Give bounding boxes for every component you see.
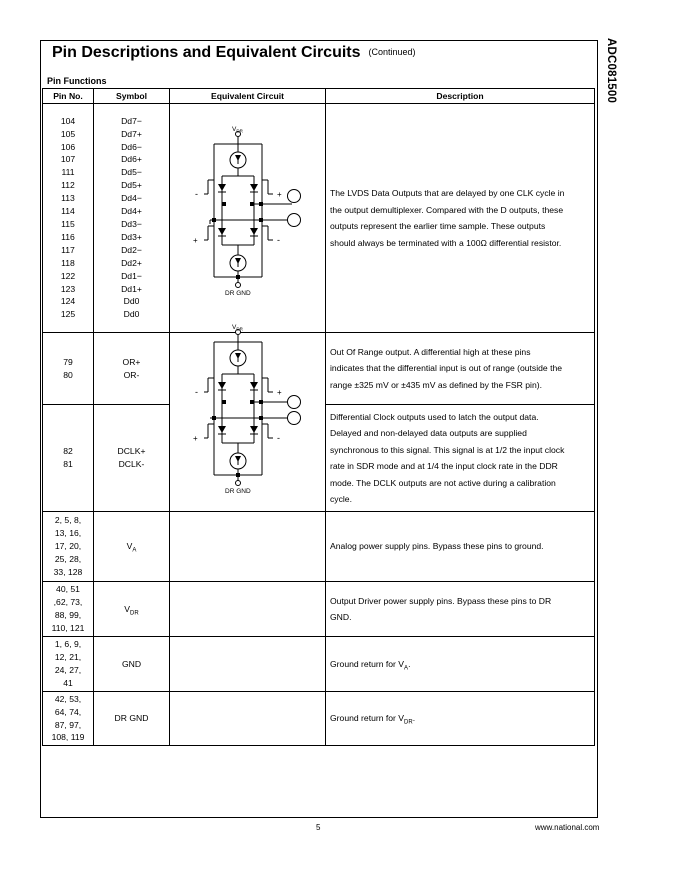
desc-lvds — [326, 104, 595, 333]
line-item: 25, 28, — [54, 553, 82, 564]
svg-text:DR GND: DR GND — [225, 488, 251, 495]
line-item: Dd4− — [121, 193, 142, 204]
svg-text:-: - — [195, 387, 198, 397]
or-dclk-output-circuit — [185, 318, 310, 498]
symbols-dclk — [94, 405, 170, 512]
line-item: 118 — [61, 257, 75, 268]
line-item: should always be terminated with a 100Ω differential resistor. — [330, 237, 562, 248]
svg-text:VDR: $V_{DR}$ — [232, 126, 243, 134]
header-equivalent-circuit: Equivalent Circuit — [170, 89, 326, 104]
line-item: 87, 97, — [54, 719, 82, 730]
line-item: the output demultiplexer. Compared with the D outputs, these — [330, 204, 564, 215]
symbol-drgnd: DR GND — [94, 692, 170, 746]
line-item: 113 — [61, 193, 75, 204]
line-item: Delayed and non-delayed data outputs are supplied — [330, 428, 527, 438]
line-item: Dd6+ — [121, 154, 142, 165]
line-item: 108, 119 — [51, 732, 85, 743]
svg-text:-: - — [277, 433, 280, 443]
symbols-or — [94, 333, 170, 405]
line-item: range ±325 mV or ±435 mV as defined by the FSR pin). — [330, 379, 542, 390]
lvds-output-circuit — [185, 120, 310, 300]
desc-drgnd: Ground return for $V_{DR}$. — [326, 692, 595, 746]
line-item: Dd5− — [121, 167, 142, 178]
line-item: Dd0 — [123, 309, 140, 320]
line-item: mode. The DCLK outputs are not active during a calibration — [330, 477, 556, 488]
pin-table — [42, 88, 595, 746]
header-description: Description — [326, 89, 595, 104]
line-item: 123 — [60, 283, 76, 294]
symbols-lvds — [94, 104, 170, 333]
svg-text:+: + — [277, 190, 282, 199]
desc-gnd: Ground return for $V_A$. — [326, 637, 595, 692]
line-item: Dd1+ — [121, 283, 142, 294]
svg-text:+: + — [193, 236, 198, 245]
table-row — [43, 512, 595, 582]
line-item: OR- — [123, 369, 140, 380]
line-item: 107 — [60, 154, 76, 165]
table-row — [43, 104, 595, 333]
section-label: Pin Functions — [47, 76, 107, 86]
desc-or — [326, 333, 595, 405]
line-item: 42, 53, — [54, 693, 82, 704]
pins-vdr — [43, 582, 94, 637]
line-item: 114 — [61, 206, 75, 217]
table-row — [43, 692, 595, 746]
pins-va — [43, 512, 94, 582]
line-item: 2, 5, 8, — [54, 515, 82, 526]
line-item: 105 — [60, 128, 76, 139]
page-title: Pin Descriptions and Equivalent Circuits (Continued) — [52, 44, 416, 61]
line-item: Dd5+ — [121, 180, 142, 191]
line-item: 41 — [63, 677, 73, 688]
line-item: 88, 99, — [54, 610, 82, 620]
line-item: DCLK- — [118, 459, 145, 469]
pins-lvds — [43, 104, 94, 333]
line-item: Dd7− — [121, 115, 142, 126]
line-item: 82 — [63, 446, 73, 457]
line-item: 40, 51 — [56, 584, 80, 595]
line-item: 110, 121 — [51, 622, 85, 633]
footer-url: www.national.com — [535, 823, 600, 832]
table-row — [43, 333, 595, 405]
line-item: 124 — [60, 296, 76, 307]
line-item: Dd7+ — [121, 128, 142, 139]
line-item: synchronous to this signal. This signal is at 1/2 the input clock — [330, 444, 565, 455]
desc-vdr — [326, 582, 595, 637]
line-item: Dd2− — [121, 244, 142, 255]
line-item: 106 — [60, 141, 76, 152]
line-item: 122 — [60, 270, 76, 281]
line-item: Dd6− — [121, 141, 142, 152]
line-item: Out Of Range output. A differential high at these pins — [330, 346, 531, 357]
line-item: 111 — [61, 167, 75, 178]
line-item: Dd2+ — [121, 257, 142, 268]
line-item: DCLK+ — [117, 446, 146, 457]
symbol-gnd: GND — [94, 637, 170, 692]
pins-or — [43, 333, 94, 405]
header-symbol: Symbol — [94, 89, 170, 104]
line-item: 81 — [63, 459, 73, 469]
line-item: The LVDS Data Outputs that are delayed by one CLK cycle in — [330, 188, 565, 198]
line-item: Dd1− — [121, 270, 142, 281]
line-item: 112 — [61, 180, 75, 191]
line-item: 12, 21, — [54, 652, 82, 663]
title-note: (Continued) — [368, 47, 416, 57]
line-item: 13, 16, — [54, 528, 82, 539]
table-row — [43, 637, 595, 692]
svg-text:+: + — [277, 388, 282, 397]
desc-va: Analog power supply pins. Bypass these pins to ground. — [326, 512, 595, 582]
line-item: outputs represent the earlier time sample. These outputs — [330, 221, 546, 231]
line-item: indicates that the differential input is out of range (outside the — [330, 363, 563, 374]
symbol-va: $V_A$ — [94, 512, 170, 582]
pins-drgnd — [43, 692, 94, 746]
line-item: 1, 6, 9, — [54, 639, 82, 650]
line-item: 24, 27, — [54, 665, 82, 675]
pins-gnd — [43, 637, 94, 692]
table-row — [43, 582, 595, 637]
line-item: 79 — [63, 356, 73, 367]
svg-text:DR GND: DR GND — [225, 290, 251, 297]
line-item: 64, 74, — [54, 706, 82, 717]
line-item: 125 — [60, 309, 76, 320]
svg-text:-: - — [277, 235, 280, 245]
line-item: Dd0 — [123, 296, 140, 307]
line-item: cycle. — [330, 494, 352, 504]
line-item: ,62, 73, — [53, 597, 83, 608]
line-item: Dd4+ — [121, 206, 142, 217]
line-item: 33, 128 — [53, 566, 83, 577]
header-row — [43, 89, 595, 104]
header-pin-no: Pin No. — [43, 89, 94, 104]
desc-dclk — [326, 405, 595, 512]
line-item: Dd3+ — [121, 231, 142, 242]
line-item: 104 — [60, 115, 76, 126]
line-item: rate in SDR mode and at 1/4 the input clock rate in the DDR — [330, 461, 558, 471]
symbol-vdr: $V_{DR}$ — [94, 582, 170, 637]
line-item: 116 — [61, 231, 75, 242]
svg-text:VDR: $V_{DR}$ — [232, 324, 243, 332]
page-number: 5 — [316, 823, 321, 832]
side-part-number: ADC081500 — [605, 38, 617, 104]
line-item: OR+ — [122, 356, 141, 367]
line-item: 117 — [61, 244, 75, 255]
line-item: GND. — [330, 612, 352, 622]
line-item: 80 — [63, 369, 73, 380]
svg-text:+: + — [193, 434, 198, 443]
line-item: Output Driver power supply pins. Bypass these pins to DR — [330, 595, 552, 606]
pins-dclk — [43, 405, 94, 512]
line-item: Differential Clock outputs used to latch the output data. — [330, 411, 539, 422]
line-item: 115 — [61, 219, 75, 229]
line-item: 17, 20, — [54, 541, 82, 552]
line-item: Dd3− — [121, 219, 142, 229]
svg-text:-: - — [195, 189, 198, 199]
